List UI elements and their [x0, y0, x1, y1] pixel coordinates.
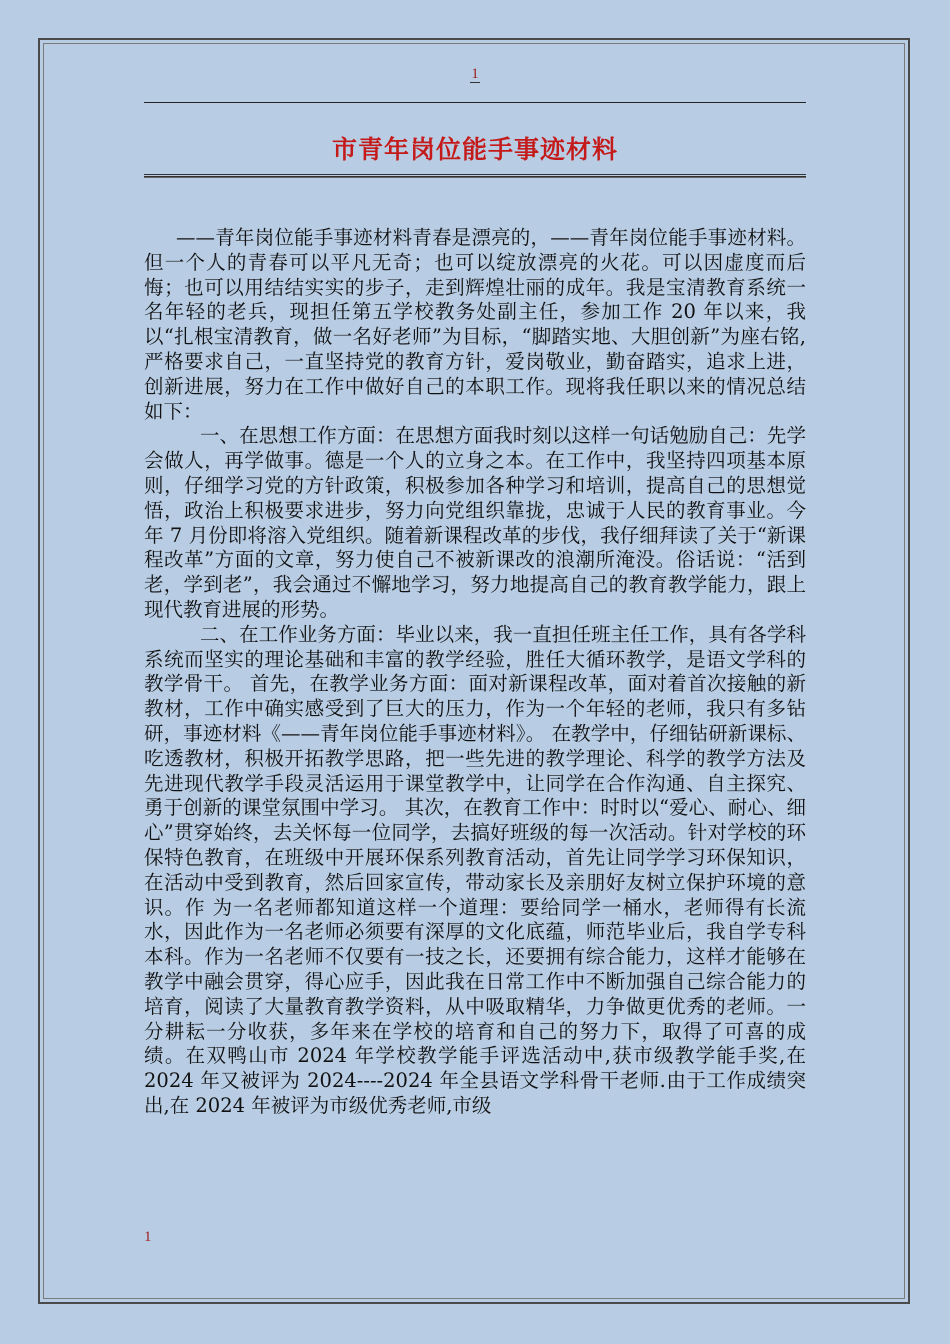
document-body — [144, 226, 806, 1119]
header-page-number-text: 1 — [471, 66, 479, 82]
footer-page-number: 1 — [144, 1229, 152, 1245]
paragraph-work: 二、在工作业务方面：毕业以来，我一直担任班主任工作，具有各学科系统而坚实的理论基础和丰富的教学经验，胜任大循环教学，是语文学科的教学骨干。 首先，在教学业务方面：面对新课程改革，面对着首次接触的新教材，工作中确实感受到了巨大的压力，作为一个年轻的老师，我只有多钻研，事迹材料《——青年岗位能手事迹材料》。 在教学中，仔细钻研新课标、吃透教材，积极开拓教学思路，把一些先进的教学理论、科学的教学方法及先进现代教学手段灵活运用于课堂教学中，让同学在合作沟通、自主探究、勇于创新的课堂氛围中学习。 其次，在教育工作中：时时以“爱心、耐心、细心”贯穿始终，去关怀每一位同学，去搞好班级的每一次活动。针对学校的环保特色教育，在班级中开展环保系列教育活动，首先让同学学习环保知识，在活动中受到教育，然后回家宣传，带动家长及亲朋好友树立保护环境的意识。作 为一名老师都知道这样一个道理：要给同学一桶水，老师得有长流水，因此作为一名老师必须要有深厚的文化底蕴，师范毕业后，我自学专科本科。作为一名老师不仅要有一技之长，还要拥有综合能力，这样才能够在教学中融会贯穿，得心应手，因此我在日常工作中不断加强自己综合能力的培育，阅读了大量教育教学资料，从中吸取精华，力争做更优秀的老师。一分耕耘一分收获，多年来在学校的培育和自己的努力下，取得了可喜的成绩。在双鸭山市 2024 年学校教学能手评选活动中,获市级教学能手奖,在 2024 年又被评为 2024----2024 年全县语文学科骨干老师.由于工作成绩突出,在 2024 年被评为市级优秀老师,市级 — [144, 622, 806, 1117]
header-divider — [144, 102, 806, 103]
header-page-number — [0, 66, 950, 83]
paragraph-ideology: 一、在思想工作方面：在思想方面我时刻以这样一句话勉励自己：先学会做人，再学做事。德是一个人的立身之本。在工作中，我坚持四项基本原则，仔细学习党的方针政策，积极参加各种学习和培训，提高自己的思想觉悟，政治上积极要求进步，努力向党组织靠拢，忠诚于人民的教育事业。今年 7 月份即将溶入党组织。随着新课程改革的步伐，我仔细拜读了关于“新课程改革”方面的文章，努力使自己不被新课改的浪潮所淹没。俗话说：“活到老，学到老”，我会通过不懈地学习，努力地提高自己的教育教学能力，跟上现代教育进展的形势。 — [144, 424, 806, 621]
title-divider — [144, 174, 806, 178]
document-title: 市青年岗位能手事迹材料 — [331, 135, 618, 164]
paragraph-intro: ——青年岗位能手事迹材料青春是漂亮的，——青年岗位能手事迹材料。但一个人的青春可以平凡无奇；也可以绽放漂亮的火花。可以因虚度而后悔；也可以用结结实实的步子，走到辉煌壮丽的成年。我是宝清教育系统一名年轻的老兵，现担任第五学校教务处副主任，参加工作 20 年以来，我以“扎根宝清教育，做一名好老师”为目标，“脚踏实地、大胆创新”为座右铭,严格要求自己，一直坚持党的教育方针，爱岗敬业，勤奋踏实，追求上进，创新进展，努力在工作中做好自己的本职工作。现将我任职以来的情况总结如下： — [144, 226, 806, 423]
